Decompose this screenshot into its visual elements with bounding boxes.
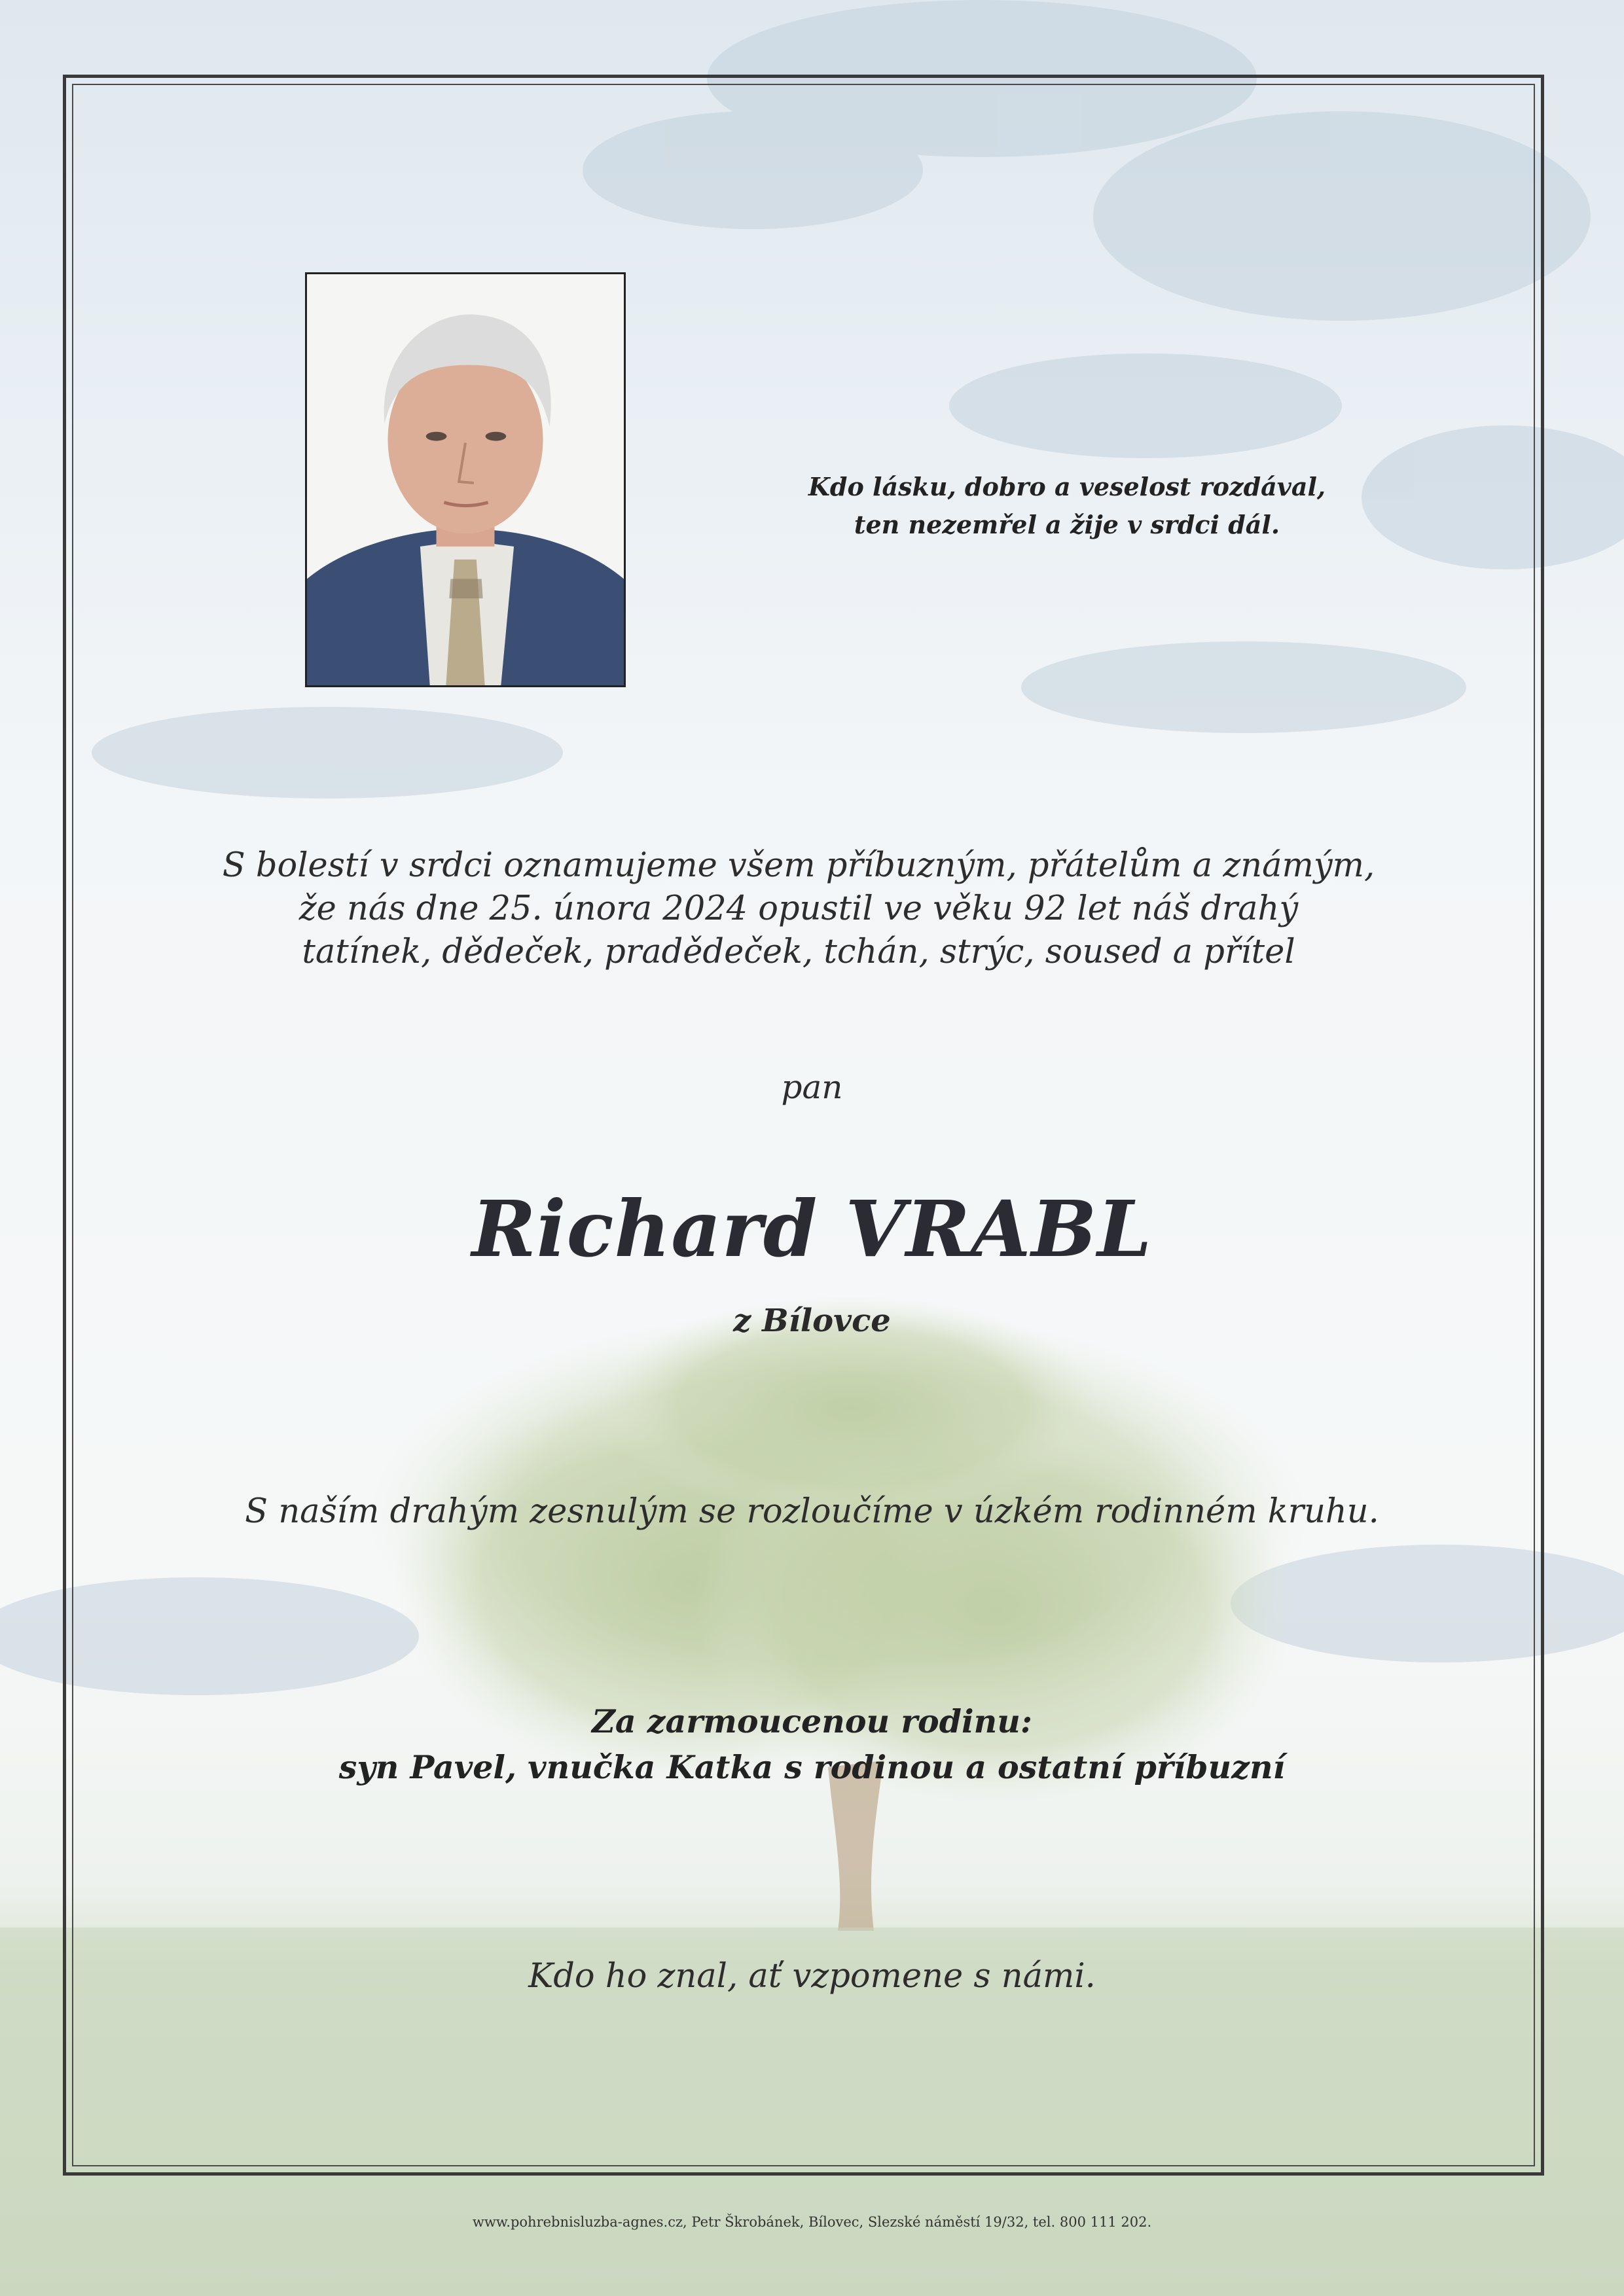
footer-contact: www.pohrebnisluzba-agnes.cz, Petr Škrobánek, Bílovec, Slezské náměstí 19/32, tel. 800 111 202. <box>472 2214 1152 2230</box>
announcement-line-1: S bolestí v srdci oznamujeme všem příbuzným, přátelům a známým, <box>222 846 1375 885</box>
farewell-text: S naším drahým zesnulým se rozloučíme v úzkém rodinném kruhu. <box>245 1492 1379 1531</box>
hometown: z Bílovce <box>733 1302 891 1339</box>
closing-text: Kdo ho znal, ať vzpomene s námi. <box>528 1957 1096 1996</box>
family-line-2: syn Pavel, vnučka Katka s rodinou a ostatní příbuzní <box>338 1748 1286 1786</box>
family-signature <box>0 1698 1624 1790</box>
motto-verse <box>740 468 1394 544</box>
deceased-name: Richard VRABL <box>471 1183 1153 1274</box>
family-line-1: Za zarmoucenou rodinu: <box>592 1702 1032 1740</box>
honorific: pan <box>781 1068 843 1106</box>
portrait-photo <box>305 272 626 687</box>
announcement-text <box>157 844 1440 974</box>
motto-line-1: Kdo lásku, dobro a veselost rozdával, <box>808 472 1326 501</box>
announcement-line-3: tatínek, dědeček, pradědeček, tchán, strýc, soused a přítel <box>302 933 1295 971</box>
motto-line-2: ten nezemřel a žije v srdci dál. <box>854 510 1280 539</box>
inner-border <box>72 84 1535 2166</box>
announcement-line-2: že nás dne 25. února 2024 opustil ve věku 92 let náš drahý <box>298 889 1299 928</box>
